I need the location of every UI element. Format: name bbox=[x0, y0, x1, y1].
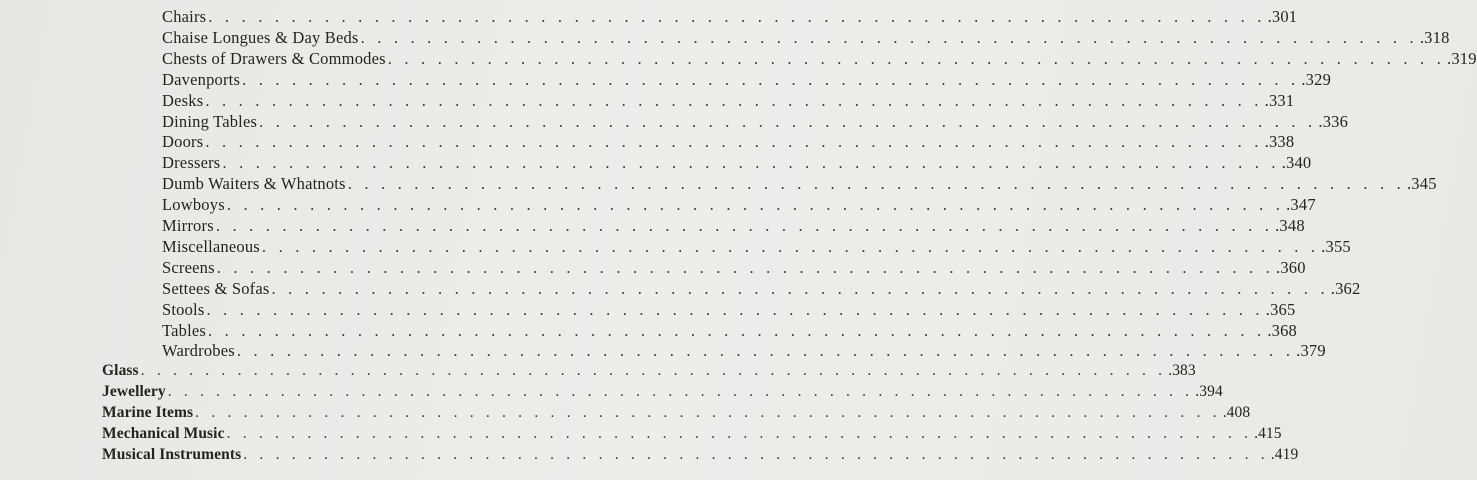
toc-entry-label: Marine Items bbox=[102, 404, 194, 422]
toc-subentry bbox=[162, 90, 1295, 113]
toc-subentry bbox=[162, 174, 1437, 196]
toc-subentry bbox=[162, 257, 1306, 280]
toc-subentry bbox=[162, 236, 1351, 259]
dot-leader: . . . . . . . . . . . . . . . . . . . . . . . . . . . . . . . . . . . . . . . . . . . . . . . . . . . . . . . . . . . . . . . . bbox=[205, 132, 1263, 152]
toc-entry-label: Tables bbox=[162, 320, 207, 340]
toc-entry-label: Desks bbox=[162, 90, 204, 110]
dot-leader: . . . . . . . . . . . . . . . . . . . . . . . . . . . . . . . . . . . . . . . . . . . . . . . . . . . . . . . . . . . . . . . . bbox=[216, 257, 1274, 277]
toc-subentry bbox=[162, 69, 1332, 92]
toc-entry-label: Jewellery bbox=[102, 383, 166, 401]
toc-page-number: .345 bbox=[1406, 174, 1437, 194]
toc-page-number: .419 bbox=[1270, 445, 1299, 463]
toc-page-number: .348 bbox=[1275, 216, 1305, 235]
dot-leader: . . . . . . . . . . . . . . . . . . . . . . . . . . . . . . . . . . . . . . . . . . . . . . . . . . . . . . . . . . . . . . . . bbox=[222, 153, 1280, 173]
toc-subentry bbox=[162, 132, 1295, 154]
toc-page-number: .318 bbox=[1419, 27, 1450, 47]
toc-subentry bbox=[162, 7, 1298, 29]
toc-page-number: .415 bbox=[1254, 425, 1282, 442]
toc-entry-label: Doors bbox=[162, 132, 204, 152]
toc-subentry bbox=[162, 341, 1326, 363]
toc-main-entry bbox=[102, 425, 1282, 447]
toc-entry-label: Settees & Sofas bbox=[162, 278, 270, 298]
toc-page-number: .379 bbox=[1296, 341, 1326, 361]
toc-entry-label: Mirrors bbox=[162, 216, 214, 235]
toc-entry-label: Musical Instruments bbox=[102, 445, 242, 463]
toc-main-entry bbox=[102, 445, 1299, 468]
toc-subentry bbox=[162, 153, 1312, 175]
toc-entry-label: Dumb Waiters & Whatnots bbox=[162, 174, 346, 194]
toc-page-number: .360 bbox=[1276, 257, 1306, 277]
toc-subentry bbox=[162, 195, 1316, 217]
toc-page-number: .365 bbox=[1265, 299, 1296, 319]
dot-leader: . . . . . . . . . . . . . . . . . . . . . . . . . . . . . . . . . . . . . . . . . . . . . . . . . . . . . . . . . . . . . . . . bbox=[347, 174, 1405, 194]
dot-leader: . . . . . . . . . . . . . . . . . . . . . . . . . . . . . . . . . . . . . . . . . . . . . . . . . . . . . . . . . . . . . . . . bbox=[387, 48, 1446, 68]
toc-main-entry bbox=[102, 404, 1251, 426]
toc-subentry bbox=[162, 320, 1297, 343]
dot-leader: . . . . . . . . . . . . . . . . . . . . . . . . . . . . . . . . . . . . . . . . . . . . . . . . . . . . . . . . . . . . . . . . bbox=[140, 362, 1167, 380]
toc-page-number: .319 bbox=[1447, 48, 1477, 68]
dot-leader: . . . . . . . . . . . . . . . . . . . . . . . . . . . . . . . . . . . . . . . . . . . . . . . . . . . . . . . . . . . . . . . . bbox=[243, 445, 1269, 463]
toc-page-number: .336 bbox=[1318, 111, 1349, 131]
dot-leader: . . . . . . . . . . . . . . . . . . . . . . . . . . . . . . . . . . . . . . . . . . . . . . . . . . . . . . . . . . . . . . . . bbox=[206, 299, 1264, 319]
toc-subentry bbox=[162, 216, 1305, 238]
toc-page-number: .347 bbox=[1286, 195, 1316, 215]
toc-page-number: .338 bbox=[1264, 132, 1295, 152]
toc-entry-label: Wardrobes bbox=[162, 341, 235, 361]
toc-entry-label: Davenports bbox=[162, 69, 241, 89]
toc-entry-label: Mechanical Music bbox=[102, 425, 225, 442]
toc-subentry bbox=[162, 299, 1296, 322]
dot-leader: . . . . . . . . . . . . . . . . . . . . . . . . . . . . . . . . . . . . . . . . . . . . . . . . . . . . . . . . . . . . . . . . bbox=[261, 236, 1320, 256]
toc-subentry bbox=[162, 111, 1349, 134]
toc-entry-label: Stools bbox=[162, 299, 205, 319]
toc-entry-label: Chaise Longues & Day Beds bbox=[162, 27, 359, 47]
toc-page-number: .340 bbox=[1281, 153, 1312, 173]
dot-leader: . . . . . . . . . . . . . . . . . . . . . . . . . . . . . . . . . . . . . . . . . . . . . . . . . . . . . . . . . . . . . . . . bbox=[271, 278, 1329, 298]
toc-entry-label: Lowboys bbox=[162, 195, 225, 215]
dot-leader: . . . . . . . . . . . . . . . . . . . . . . . . . . . . . . . . . . . . . . . . . . . . . . . . . . . . . . . . . . . . . . . . bbox=[208, 7, 1266, 26]
dot-leader: . . . . . . . . . . . . . . . . . . . . . . . . . . . . . . . . . . . . . . . . . . . . . . . . . . . . . . . . . . . . . . . . bbox=[215, 216, 1274, 235]
dot-leader: . . . . . . . . . . . . . . . . . . . . . . . . . . . . . . . . . . . . . . . . . . . . . . . . . . . . . . . . . . . . . . . . bbox=[167, 383, 1194, 401]
dot-leader: . . . . . . . . . . . . . . . . . . . . . . . . . . . . . . . . . . . . . . . . . . . . . . . . . . . . . . . . . . . . . . . . bbox=[208, 320, 1266, 340]
toc-subentry bbox=[162, 48, 1477, 71]
dot-leader: . . . . . . . . . . . . . . . . . . . . . . . . . . . . . . . . . . . . . . . . . . . . . . . . . . . . . . . . . . . . . . . . bbox=[236, 341, 1295, 361]
toc-page-number: .408 bbox=[1222, 404, 1251, 422]
toc-entry-label: Dining Tables bbox=[162, 111, 258, 131]
toc-page-number: .362 bbox=[1330, 278, 1361, 298]
dot-leader: . . . . . . . . . . . . . . . . . . . . . . . . . . . . . . . . . . . . . . . . . . . . . . . . . . . . . . . . . . . . . . . . bbox=[226, 425, 1253, 442]
dot-leader: . . . . . . . . . . . . . . . . . . . . . . . . . . . . . . . . . . . . . . . . . . . . . . . . . . . . . . . . . . . . . . . . bbox=[242, 69, 1300, 89]
toc-page-number: .355 bbox=[1321, 236, 1351, 256]
toc-page-number: .301 bbox=[1267, 7, 1298, 26]
toc-main-entry bbox=[102, 383, 1223, 405]
dot-leader: . . . . . . . . . . . . . . . . . . . . . . . . . . . . . . . . . . . . . . . . . . . . . . . . . . . . . . . . . . . . . . . . bbox=[360, 27, 1418, 47]
dot-leader: . . . . . . . . . . . . . . . . . . . . . . . . . . . . . . . . . . . . . . . . . . . . . . . . . . . . . . . . . . . . . . . . bbox=[205, 90, 1263, 110]
toc-page-number: .383 bbox=[1168, 362, 1196, 380]
toc-entry-label: Chairs bbox=[162, 7, 207, 26]
toc-subentry bbox=[162, 278, 1361, 301]
toc-entry-label: Miscellaneous bbox=[162, 236, 260, 256]
toc-entry-label: Dressers bbox=[162, 153, 221, 173]
toc-main-entry bbox=[102, 362, 1196, 384]
dot-leader: . . . . . . . . . . . . . . . . . . . . . . . . . . . . . . . . . . . . . . . . . . . . . . . . . . . . . . . . . . . . . . . . bbox=[259, 111, 1317, 131]
toc-subentry bbox=[162, 27, 1450, 50]
toc-page-number: .331 bbox=[1264, 90, 1295, 110]
toc-entry-label: Glass bbox=[102, 362, 139, 380]
dot-leader: . . . . . . . . . . . . . . . . . . . . . . . . . . . . . . . . . . . . . . . . . . . . . . . . . . . . . . . . . . . . . . . . bbox=[226, 195, 1285, 215]
toc-entry-label: Chests of Drawers & Commodes bbox=[162, 48, 386, 68]
toc-entry-label: Screens bbox=[162, 257, 215, 277]
dot-leader: . . . . . . . . . . . . . . . . . . . . . . . . . . . . . . . . . . . . . . . . . . . . . . . . . . . . . . . . . . . . . . . . bbox=[195, 404, 1221, 422]
toc-page-number: .394 bbox=[1195, 383, 1223, 401]
toc-page-number: .329 bbox=[1301, 69, 1332, 89]
toc-page-number: .368 bbox=[1267, 320, 1297, 340]
